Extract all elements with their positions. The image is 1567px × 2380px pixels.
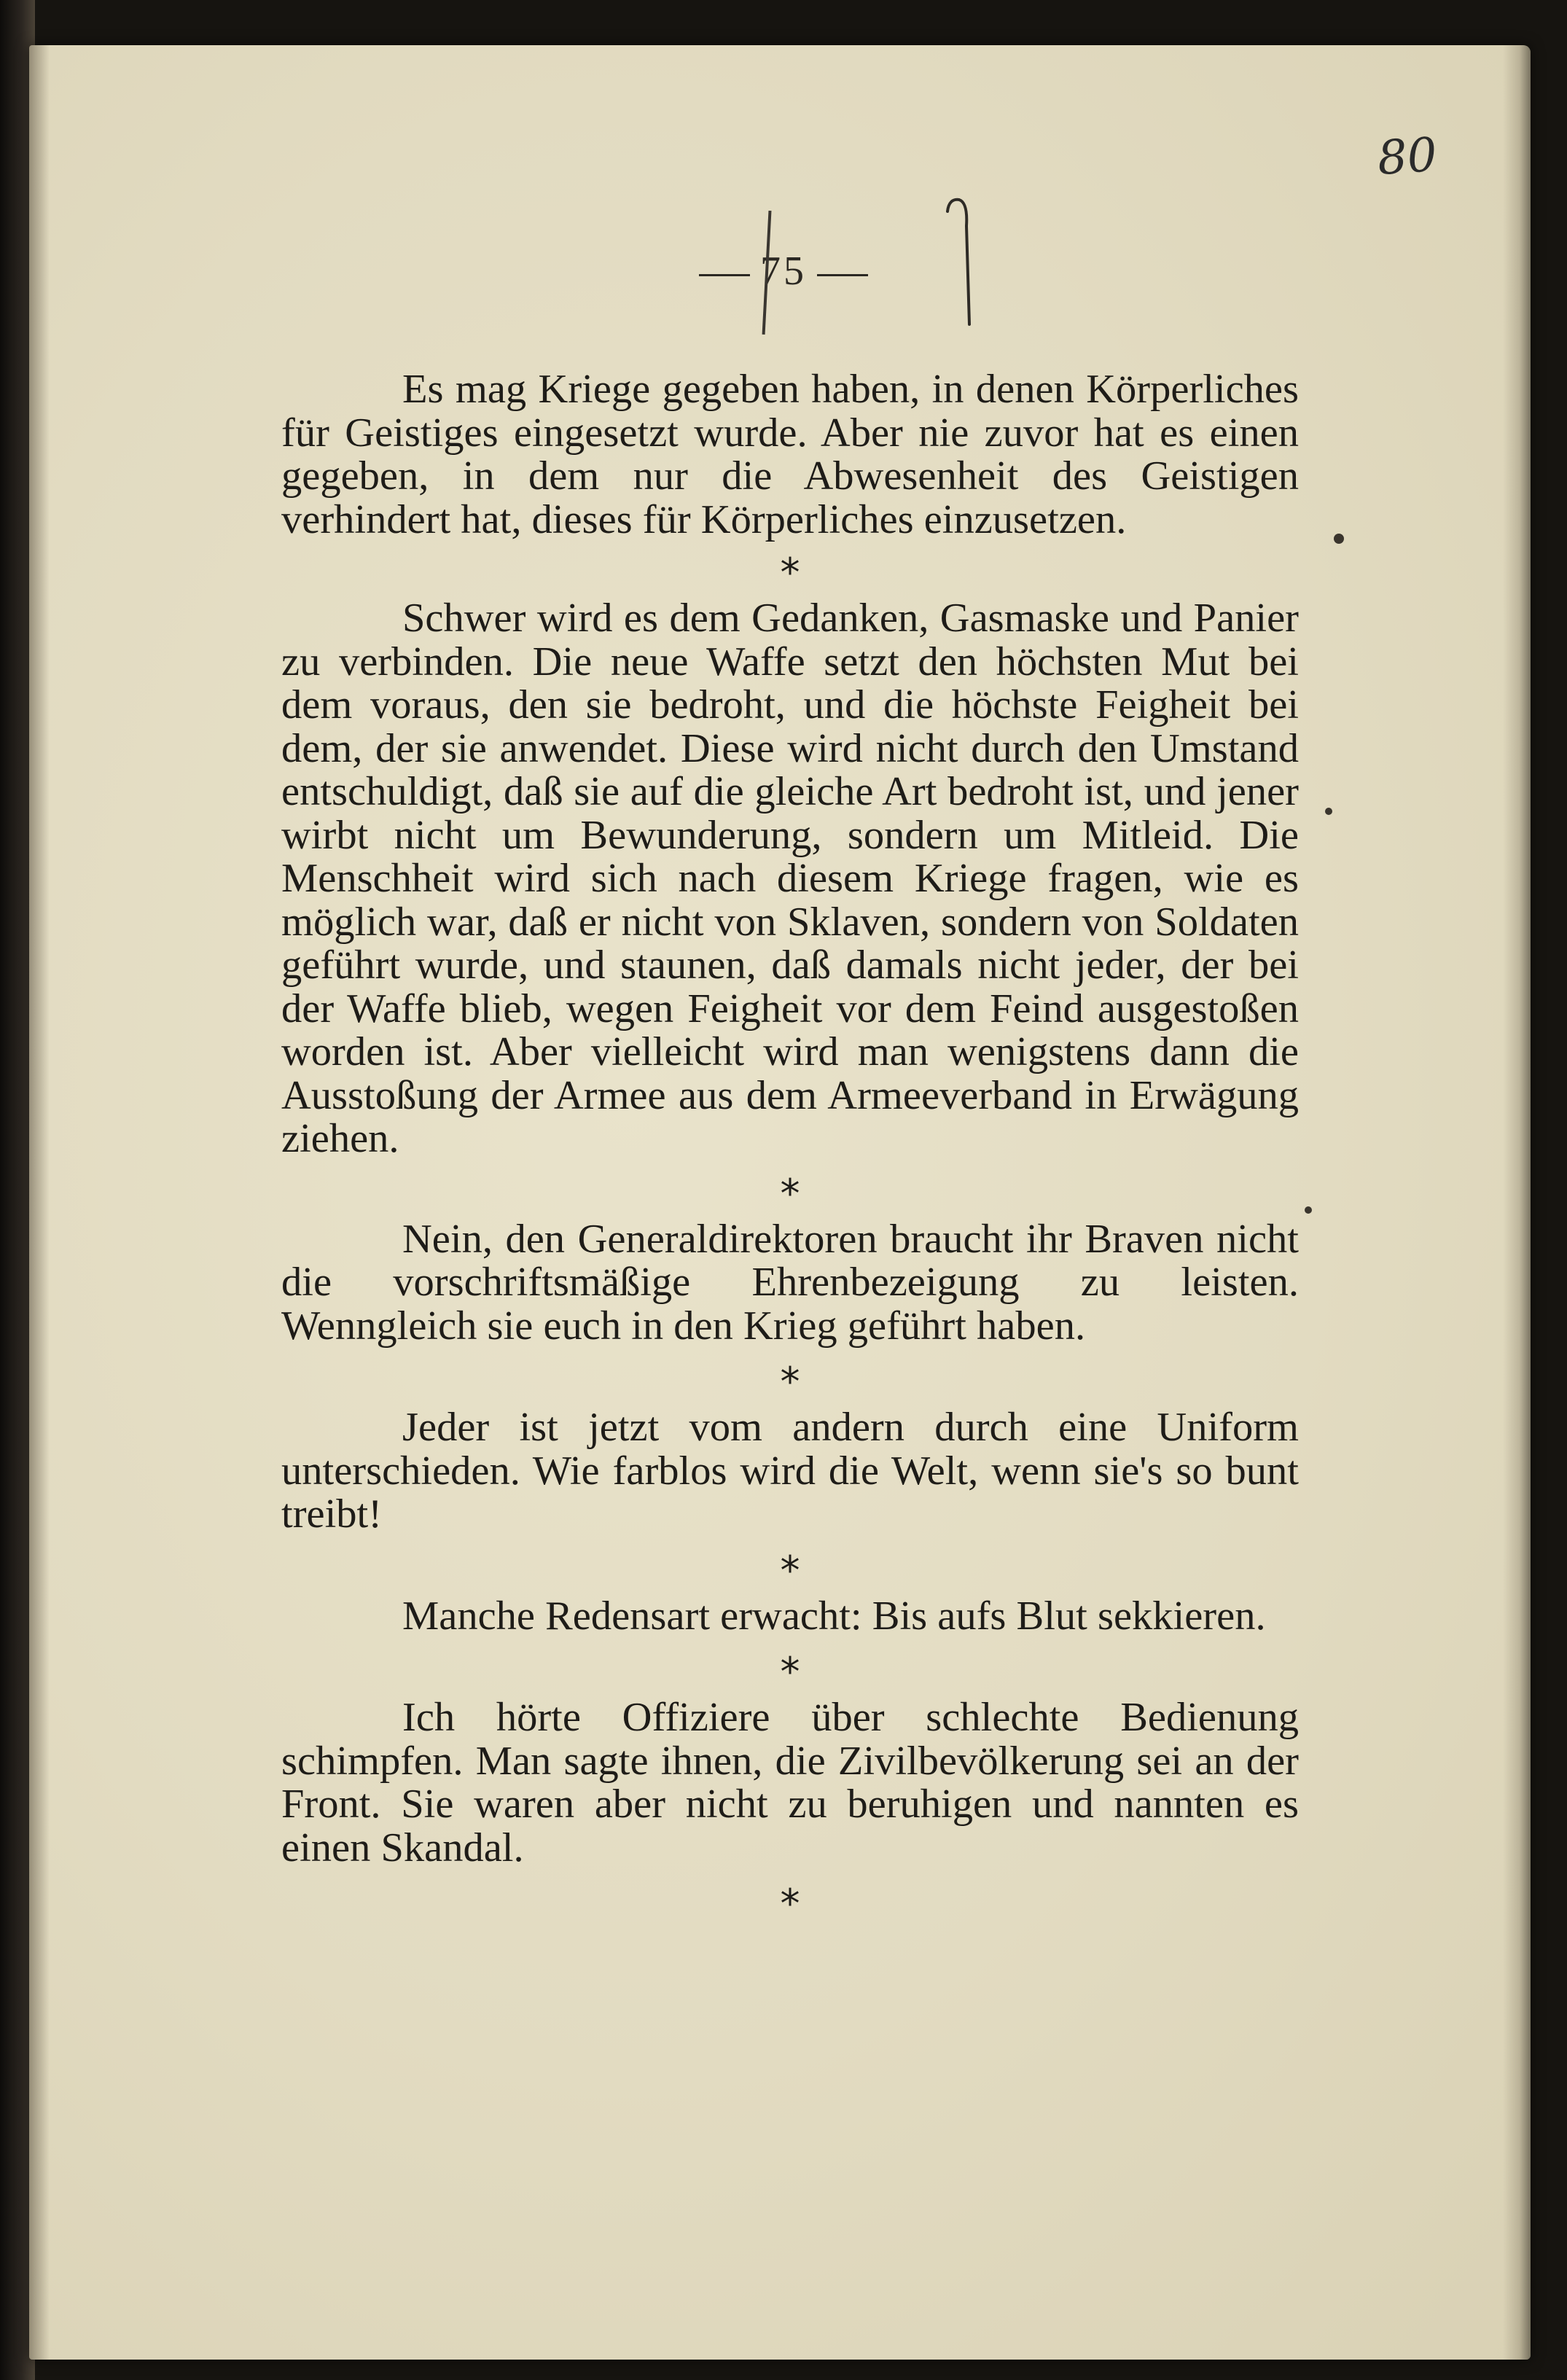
margin-mark-3 xyxy=(1305,1206,1312,1214)
paragraph-3: Nein, den Generaldirektoren braucht ihr Braven nicht die vorschriftsmäßige Ehrenbezeigung zu leisten. Wenngleich sie euch in den Krieg geführt haben. xyxy=(281,1216,1299,1349)
page-binding-shadow xyxy=(29,45,50,2360)
paragraph-4: Jeder ist jetzt vom andern durch eine Uniform unterschieden. Wie farblos wird die Welt, wenn sie's so bunt treibt! xyxy=(281,1405,1299,1537)
separator-asterisk: * xyxy=(780,1547,800,1593)
separator-asterisk: * xyxy=(780,550,800,596)
separator-asterisk: * xyxy=(780,1649,800,1695)
page-text xyxy=(281,367,1299,1927)
handwritten-folio-number: 80 xyxy=(1375,128,1439,187)
page-edge-shadow xyxy=(1503,45,1531,2360)
separator-asterisk: * xyxy=(780,1359,800,1405)
paragraph-2: Schwer wird es dem Gedanken, Gasmaske und Panier zu verbinden. Die neue Waffe setzt den höchsten Mut bei dem voraus, den sie bedroht, und die höchste Feigheit bei dem, der sie anwendet. Diese wird nicht durch den Umstand entschuldigt, daß sie auf die gleiche Art bedroht ist, und jener wirbt nicht um Bewunderung, sondern um Mitleid. Die Menschheit wird sich nach diesem Kriege fragen, wie es möglich war, daß er nicht von Sklaven, sondern von Soldaten geführt wurde, und staunen, daß damals nicht jeder, der bei der Waffe blieb, wegen Feigheit vor dem Feind ausgestoßen worden ist. Aber vielleicht wird man wenigstens dann die Ausstoßung der Armee aus dem Armeeverband in Erwägung ziehen. xyxy=(281,596,1299,1161)
margin-mark-2 xyxy=(1325,808,1332,815)
pencil-nine-mark xyxy=(940,197,984,328)
margin-mark-1 xyxy=(1334,534,1344,544)
pencil-strike-mark xyxy=(762,211,801,336)
separator-asterisk: * xyxy=(780,1170,800,1217)
header-dash-left xyxy=(699,274,750,276)
separator-asterisk: * xyxy=(780,1881,800,1927)
page-number: 75 xyxy=(760,249,807,294)
header-dash-right xyxy=(817,274,868,276)
paragraph-1: Es mag Kriege gegeben haben, in denen Körperliches für Geistiges eingesetzt wurde. Aber nie zuvor hat es einen gegeben, in dem nur die Abwesenheit des Geistigen verhindert hat, dieses für Körperliches einzusetzen. xyxy=(281,367,1299,542)
paragraph-6: Ich hörte Offiziere über schlechte Bedienung schimpfen. Man sagte ihnen, die Zivilbevölkerung sei an der Front. Sie waren aber nicht zu beruhigen und nannten es einen Skandal. xyxy=(281,1695,1299,1870)
paragraph-5: Manche Redensart erwacht: Bis aufs Blut sekkieren. xyxy=(402,1593,1266,1639)
